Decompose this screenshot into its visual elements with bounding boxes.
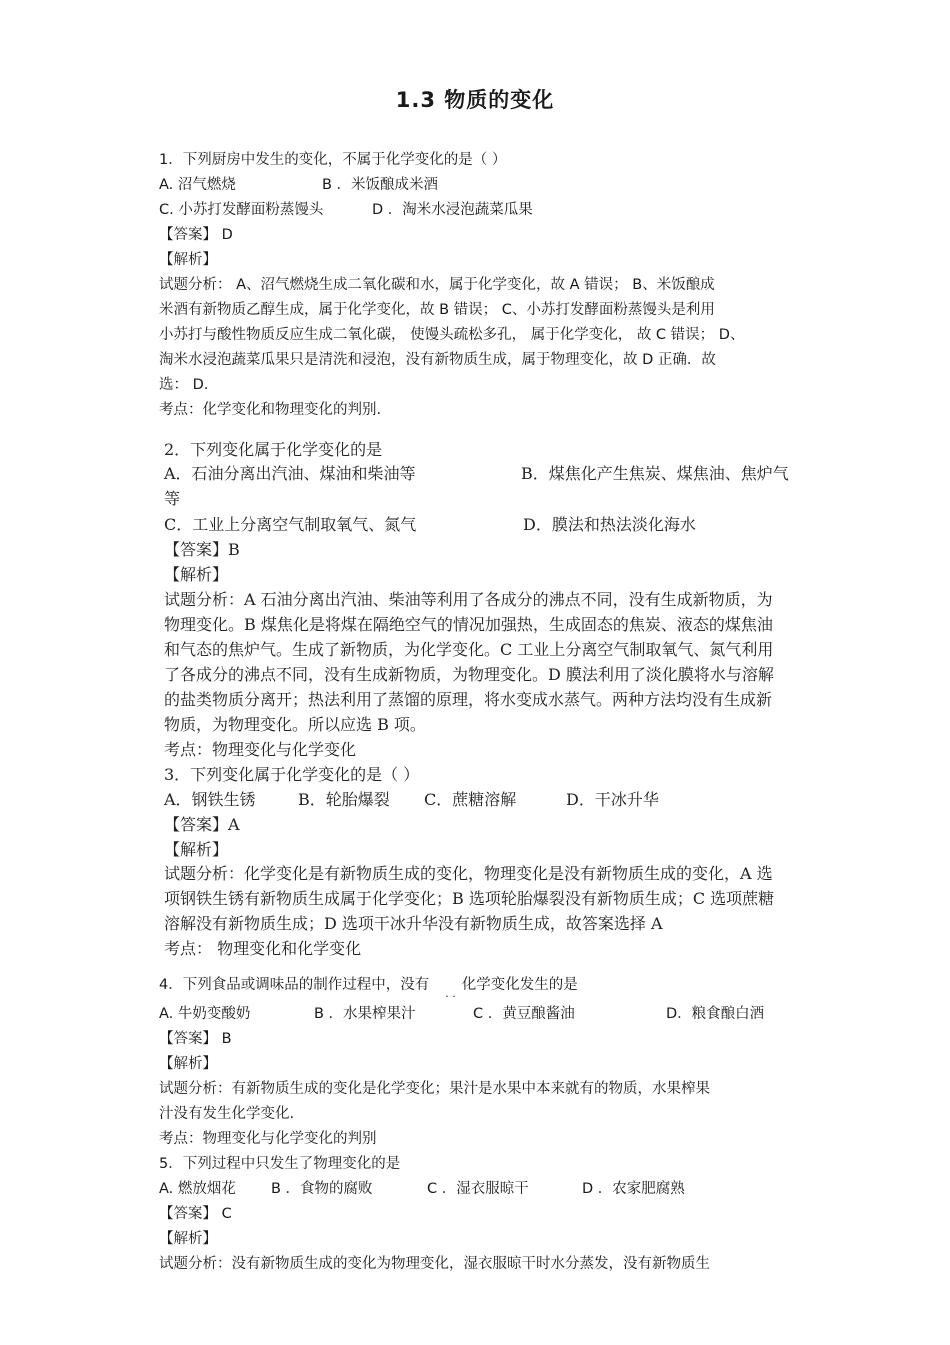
option-b: B．轮胎爆裂 <box>298 790 390 809</box>
analysis-label: 【解析】 <box>164 840 229 859</box>
option-a: A．钢铁生锈 <box>164 790 256 809</box>
option-b: B ．米饭酿成米酒 <box>322 177 439 193</box>
analysis-label: 【解析】 <box>159 252 217 268</box>
analysis-label: 【解析】 <box>159 1056 217 1072</box>
option-d: D．干冰升华 <box>566 790 659 809</box>
option-b-continued: 等 <box>164 489 181 508</box>
analysis-label: 【解析】 <box>159 1231 217 1247</box>
option-a: A．石油分离出汽油、煤油和柴油等 <box>164 464 416 483</box>
analysis-line: 物理变化。B 煤焦化是将煤在隔绝空气的情况加强热，生成固态的焦炭、液态的煤焦油 <box>164 615 773 634</box>
analysis-line: 淘米水浸泡蔬菜瓜果只是清洗和浸泡，没有新物质生成，属于物理变化，故 D 正确．故 <box>159 352 716 368</box>
option-b: B．煤焦化产生焦炭、煤焦油、焦炉气 <box>521 464 789 483</box>
option-b: B ．水果榨果汁 <box>314 1006 416 1022</box>
analysis-line: 试题分析：有新物质生成的变化是化学变化；果汁是水果中本来就有的物质，水果榨果 <box>159 1081 710 1097</box>
question-4-stem <box>159 976 578 1000</box>
answer: 【答案】B <box>164 540 240 559</box>
answer: 【答案】A <box>164 815 240 834</box>
analysis-line: 了各成分的沸点不同，没有生成新物质，为物理变化。D 膜法利用了淡化膜将水与溶解 <box>164 665 774 684</box>
analysis-line: 选： D. <box>159 377 209 393</box>
answer: 【答案】 D <box>159 227 233 243</box>
knowledge-point: 考点：物理变化与化学变化 <box>164 740 357 759</box>
analysis-line: 的盐类物质分离开；热法利用了蒸馏的原理，将水变成水蒸气。两种方法均没有生成新 <box>164 690 773 709</box>
knowledge-point: 考点：物理变化与化学变化的判别 <box>159 1131 377 1147</box>
emphasis-dots: . . <box>445 987 456 1000</box>
analysis-line: 米酒有新物质乙醇生成，属于化学变化，故 B 错误； C、小苏打发酵面粉蒸馒头是利用 <box>159 302 715 318</box>
question-3-stem: 3．下列变化属于化学变化的是（ ） <box>164 765 420 784</box>
option-d: D ．农家肥腐熟 <box>582 1181 685 1197</box>
question-4-stem-start: 4．下列食品或调味品的制作过程中，没有 <box>159 977 430 993</box>
option-d: D ．淘米水浸泡蔬菜瓜果 <box>372 202 533 218</box>
answer: 【答案】 C <box>159 1206 232 1222</box>
option-c: C．工业上分离空气制取氧气、氮气 <box>164 515 417 534</box>
analysis-line: 项钢铁生锈有新物质生成属于化学变化；B 选项轮胎爆裂没有新物质生成；C 选项蔗糖 <box>164 889 775 908</box>
analysis-line: 和气态的焦炉气。生成了新物质，为化学变化。C 工业上分离空气制取氧气、氮气利用 <box>164 640 774 659</box>
option-a: A. 燃放烟花 <box>159 1181 236 1197</box>
analysis-line: 试题分析：化学变化是有新物质生成的变化，物理变化是没有新物质生成的变化，A 选 <box>164 864 773 883</box>
analysis-line: 溶解没有新物质生成；D 选项干冰升华没有新物质生成，故答案选择 A <box>164 914 663 933</box>
option-c: C ．湿衣服晾干 <box>427 1181 529 1197</box>
option-c: C. 小苏打发酵面粉蒸馒头 <box>159 202 324 218</box>
analysis-line: 试题分析：A 石油分离出汽油、柴油等利用了各成分的沸点不同，没有生成新物质，为 <box>164 590 773 609</box>
option-c: C．蔗糖溶解 <box>424 790 517 809</box>
option-b: B ．食物的腐败 <box>271 1181 373 1197</box>
option-d: D．膜法和热法淡化海水 <box>523 515 696 534</box>
option-c: C ．黄豆酿酱油 <box>473 1006 575 1022</box>
analysis-line: 小苏打与酸性物质反应生成二氧化碳， 使馒头疏松多孔， 属于化学变化， 故 C 错误； D、 <box>159 327 745 343</box>
question-2-stem: 2．下列变化属于化学变化的是 <box>164 440 383 459</box>
analysis-label: 【解析】 <box>164 565 229 584</box>
page-title: 1.3 物质的变化 <box>395 88 555 112</box>
analysis-line: 物质，为物理变化。所以应选 B 项。 <box>164 715 426 734</box>
analysis-line: 试题分析： A、沼气燃烧生成二氧化碳和水，属于化学变化，故 A 错误； B、米饭酿成 <box>159 277 715 293</box>
knowledge-point: 考点： 物理变化和化学变化 <box>164 939 362 958</box>
analysis-line: 汁没有发生化学变化. <box>159 1106 295 1122</box>
answer: 【答案】 B <box>159 1031 232 1047</box>
question-1-stem: 1．下列厨房中发生的变化，不属于化学变化的是（ ） <box>159 152 507 168</box>
question-4-stem-end: 化学变化发生的是 <box>461 977 578 993</box>
question-5-stem: 5．下列过程中只发生了物理变化的是 <box>159 1156 401 1172</box>
option-d: D．粮食酿白酒 <box>666 1006 765 1022</box>
knowledge-point: 考点：化学变化和物理变化的判别. <box>159 402 382 418</box>
option-a: A. 牛奶变酸奶 <box>159 1006 251 1022</box>
analysis-line: 试题分析：没有新物质生成的变化为物理变化，湿衣服晾干时水分蒸发，没有新物质生 <box>159 1256 710 1272</box>
option-a: A. 沼气燃烧 <box>159 177 236 193</box>
